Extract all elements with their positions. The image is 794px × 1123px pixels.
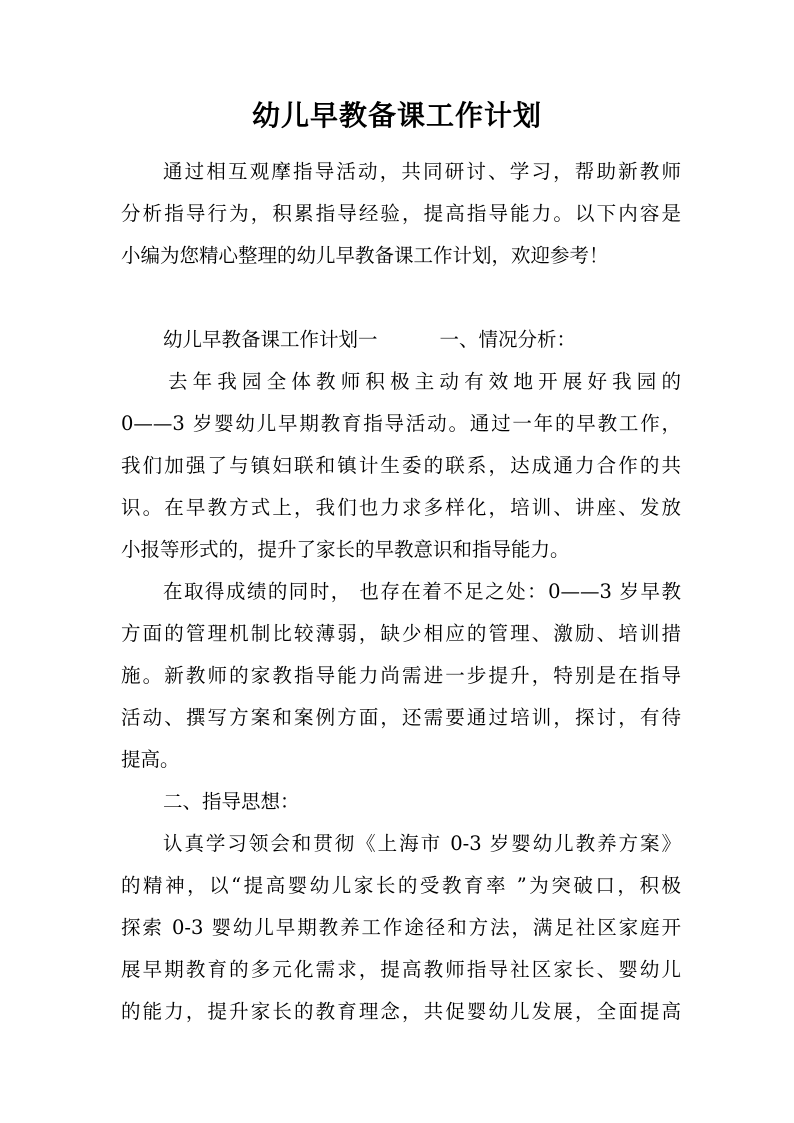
section-heading <box>163 326 681 354</box>
heading-guiding-thought: 二、指导思想： <box>163 790 300 813</box>
para3-line-5: 的能力，提升家长的教育理念，共促婴幼儿发展，全面提高 <box>121 1000 681 1023</box>
para3-line-2: 的精神，以“提高婴幼儿家长的受教育率 ”为突破口，积极 <box>121 874 681 897</box>
intro-line-3: 小编为您精心整理的幼儿早教备课工作计划，欢迎参考！ <box>121 244 609 267</box>
para2-line-2: 方面的管理机制比较薄弱，缺少相应的管理、激励、培训措 <box>121 622 681 645</box>
para2-line-4: 活动、撰写方案和案例方面，还需要通过培训，探讨，有待 <box>121 706 681 729</box>
para1-line-2: 0——3 岁婴幼儿早期教育指导活动。通过一年的早教工作， <box>121 412 681 435</box>
para2-line-3: 施。新教师的家教指导能力尚需进一步提升，特别是在指导 <box>121 664 681 687</box>
para1-line-5: 小报等形式的，提升了家长的早教意识和指导能力。 <box>121 538 570 561</box>
intro-line-2: 分析指导行为，积累指导经验，提高指导能力。以下内容是 <box>121 202 681 225</box>
para1-line-4: 识。在早教方式上，我们也力求多样化，培训、讲座、发放 <box>121 496 681 519</box>
section-heading-title: 幼儿早教备课工作计划一 <box>163 328 378 351</box>
para3-line-1: 认真学习领会和贯彻《上海市 0-3 岁婴幼儿教养方案》 <box>163 832 681 855</box>
section-heading-subtitle: 一、情况分析： <box>439 328 577 351</box>
para3-line-3: 探索 0-3 婴幼儿早期教养工作途径和方法，满足社区家庭开 <box>121 916 681 939</box>
para2-line-1: 在取得成绩的同时， 也存在着不足之处：0——3 岁早教 <box>163 580 681 603</box>
document-title: 幼儿早教备课工作计划 <box>251 99 542 132</box>
para2-line-5: 提高。 <box>121 748 180 771</box>
intro-line-1: 通过相互观摩指导活动，共同研讨、学习，帮助新教师 <box>163 160 681 183</box>
para1-line-3: 我们加强了与镇妇联和镇计生委的联系，达成通力合作的共 <box>121 454 681 477</box>
para3-line-4: 展早期教育的多元化需求，提高教师指导社区家长、婴幼儿 <box>121 958 681 981</box>
para1-line-1: 去年我园全体教师积极主动有效地开展好我园的 <box>168 370 681 393</box>
